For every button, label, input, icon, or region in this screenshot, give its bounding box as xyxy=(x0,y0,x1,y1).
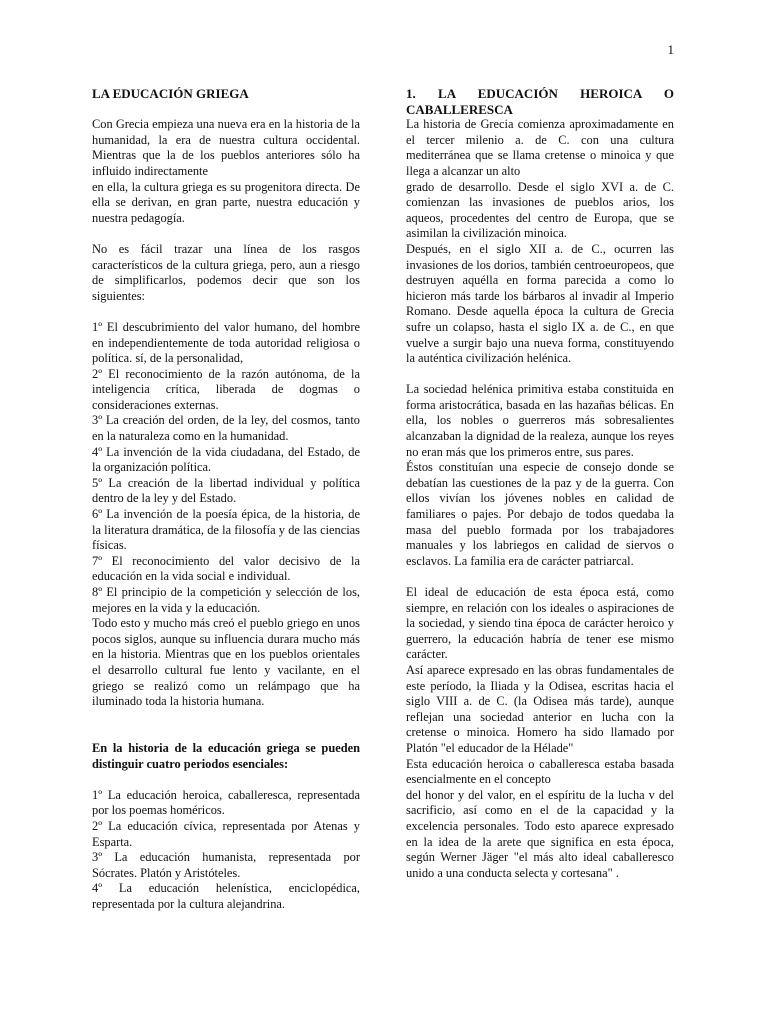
trait-item: 5º La creación de la libertad individual y política dentro de la ley y del Estado. xyxy=(92,475,360,506)
history-paragraph-1: La historia de Grecia comienza aproximadamente en el tercer milenio a. de C. con una cultura mediterránea que se llama cretense o minoica y que llega a alcanzar un alto xyxy=(406,117,674,178)
period-item: 1º La educación heroica, caballeresca, representada por los poemas homéricos. xyxy=(92,787,360,818)
intro-paragraph-1: Con Grecia empieza una nueva era en la historia de la humanidad, la era de nuestra cultura occidental. Mientras que la de los pueblos anteriores sólo ha influido indirectamente xyxy=(92,117,360,178)
period-item: 3º La educación humanista, representada por Sócrates. Platón y Aristóteles. xyxy=(92,850,360,880)
intro-paragraph-3: No es fácil trazar una línea de los rasgos característicos de la cultura griega, pero, aun a riesgo de simplificarlos, podemos decir que son los siguientes: xyxy=(92,241,360,303)
left-column xyxy=(92,86,360,912)
right-column xyxy=(406,86,674,881)
trait-item: 1º El descubrimiento del valor humano, del hombre en independientemente de toda autoridad religiosa o política. sí, de la personalidad, xyxy=(92,319,360,366)
society-paragraph-1: La sociedad helénica primitiva estaba constituida en forma aristocrática, basada en las hazañas bélicas. En ella, los nobles o guerreros más sobresalientes alcanzaban la dignidad de la realeza, aunque los reyes no eran más que los primeros entre, sus pares. xyxy=(406,382,674,459)
trait-item: 7º El reconocimiento del valor decisivo de la educación en la vida social e individual. xyxy=(92,553,360,584)
trait-item: 3º La creación del orden, de la ley, del cosmos, tanto en la naturaleza como en la humanidad. xyxy=(92,413,360,444)
trait-item: 6º La invención de la poesía épica, de la historia, de la literatura dramática, de la filosofía y de las ciencias físicas. xyxy=(92,507,360,553)
society-paragraph-2: Éstos constituían una especie de consejo donde se debatían las cuestiones de la paz y de la guerra. Con ellos vivían los jóvenes nobles en calidad de familiares o pajes. Por debajo de todos quedaba la masa del pueblo formada por los trabajadores manuales y los labriegos en calidad de siervos o esclavos. La familia era de carácter patriarcal. xyxy=(406,460,674,568)
trait-item: 2º El reconocimiento de la razón autónoma, de la inteligencia crítica, liberada de dogmas o consideraciones externas. xyxy=(92,366,360,412)
ideal-paragraph-3: Esta educación heroica o caballeresca estaba basada esencialmente en el concepto xyxy=(406,756,674,787)
periods-heading: En la historia de la educación griega se pueden distinguir cuatro periodos esenciales: xyxy=(92,740,360,771)
trait-item: 4º La invención de la vida ciudadana, del Estado, de la organización política. xyxy=(92,444,360,475)
trait-item: 8º El principio de la competición y selección de los, mejores en la vida y la educación. xyxy=(92,585,360,615)
summary-paragraph: Todo esto y mucho más creó el pueblo griego en unos pocos siglos, aunque su influencia durara mucho más en la historia. Mientras que en los pueblos orientales el desarrollo cultural fue lento y vacilante, en el griego se realizó como un relámpago que ha iluminado toda la historia humana. xyxy=(92,616,360,709)
left-title: LA EDUCACIÓN GRIEGA xyxy=(92,86,249,101)
history-paragraph-2: grado de desarrollo. Desde el siglo XVI a. de C. comienzan las invasiones de pueblos arios, los aqueos, procedentes del centro de Europa, que se asimilan la civilización minoica. xyxy=(406,179,674,241)
period-item: 2º La educación cívica, representada por Atenas y Esparta. xyxy=(92,818,360,849)
page-number: 1 xyxy=(667,42,674,57)
ideal-paragraph-2: Así aparece expresado en las obras fundamentales de este período, la Iliada y la Odisea, escritas hacia el siglo VIII a. de C. (la Odisea más tarde), aunque reflejan una sociedad anterior en lucha con la cretense o minoica. Homero ha sido llamado por Platón "el educador de la Hélade" xyxy=(406,662,674,755)
period-item: 4º La educación helenística, enciclopédica, representada por la cultura alejandrina. xyxy=(92,881,360,911)
intro-paragraph-2: en ella, la cultura griega es su progenitora directa. De ella se derivan, en gran parte, nuestra educación y nuestra pedagogía. xyxy=(92,179,360,225)
right-title: 1. LA EDUCACIÓN HEROICA O CABALLERESCA xyxy=(406,86,674,117)
ideal-paragraph-1: El ideal de educación de esta época está, como siempre, en relación con los ideales o aspiraciones de la sociedad, y siendo tina época de carácter heroico y guerrero, la educación habría de tener ese mismo carácter. xyxy=(406,585,674,662)
ideal-paragraph-4: del honor y del valor, en el espíritu de la lucha v del sacrificio, así como en el de la capacidad y la excelencia personales. Todo esto aparece expresado en la idea de la arete que significa en esta época, según Werner Jäger "el más alto ideal caballeresco unido a una conducta selecta y cortesana" . xyxy=(406,787,674,880)
history-paragraph-3: Después, en el siglo XII a. de C., ocurren las invasiones de los dorios, también centroeuropeos, que destruyen aquélla en forma parecida a como lo hicieron más tarde los bárbaros al invadir al Imperio Romano. Desde aquella época la cultura de Grecia sufre un colapso, hasta el siglo IX a. de C., en que vuelve a surgir bajo una nueva forma, constituyendo la auténtica civilización helénica. xyxy=(406,241,674,366)
